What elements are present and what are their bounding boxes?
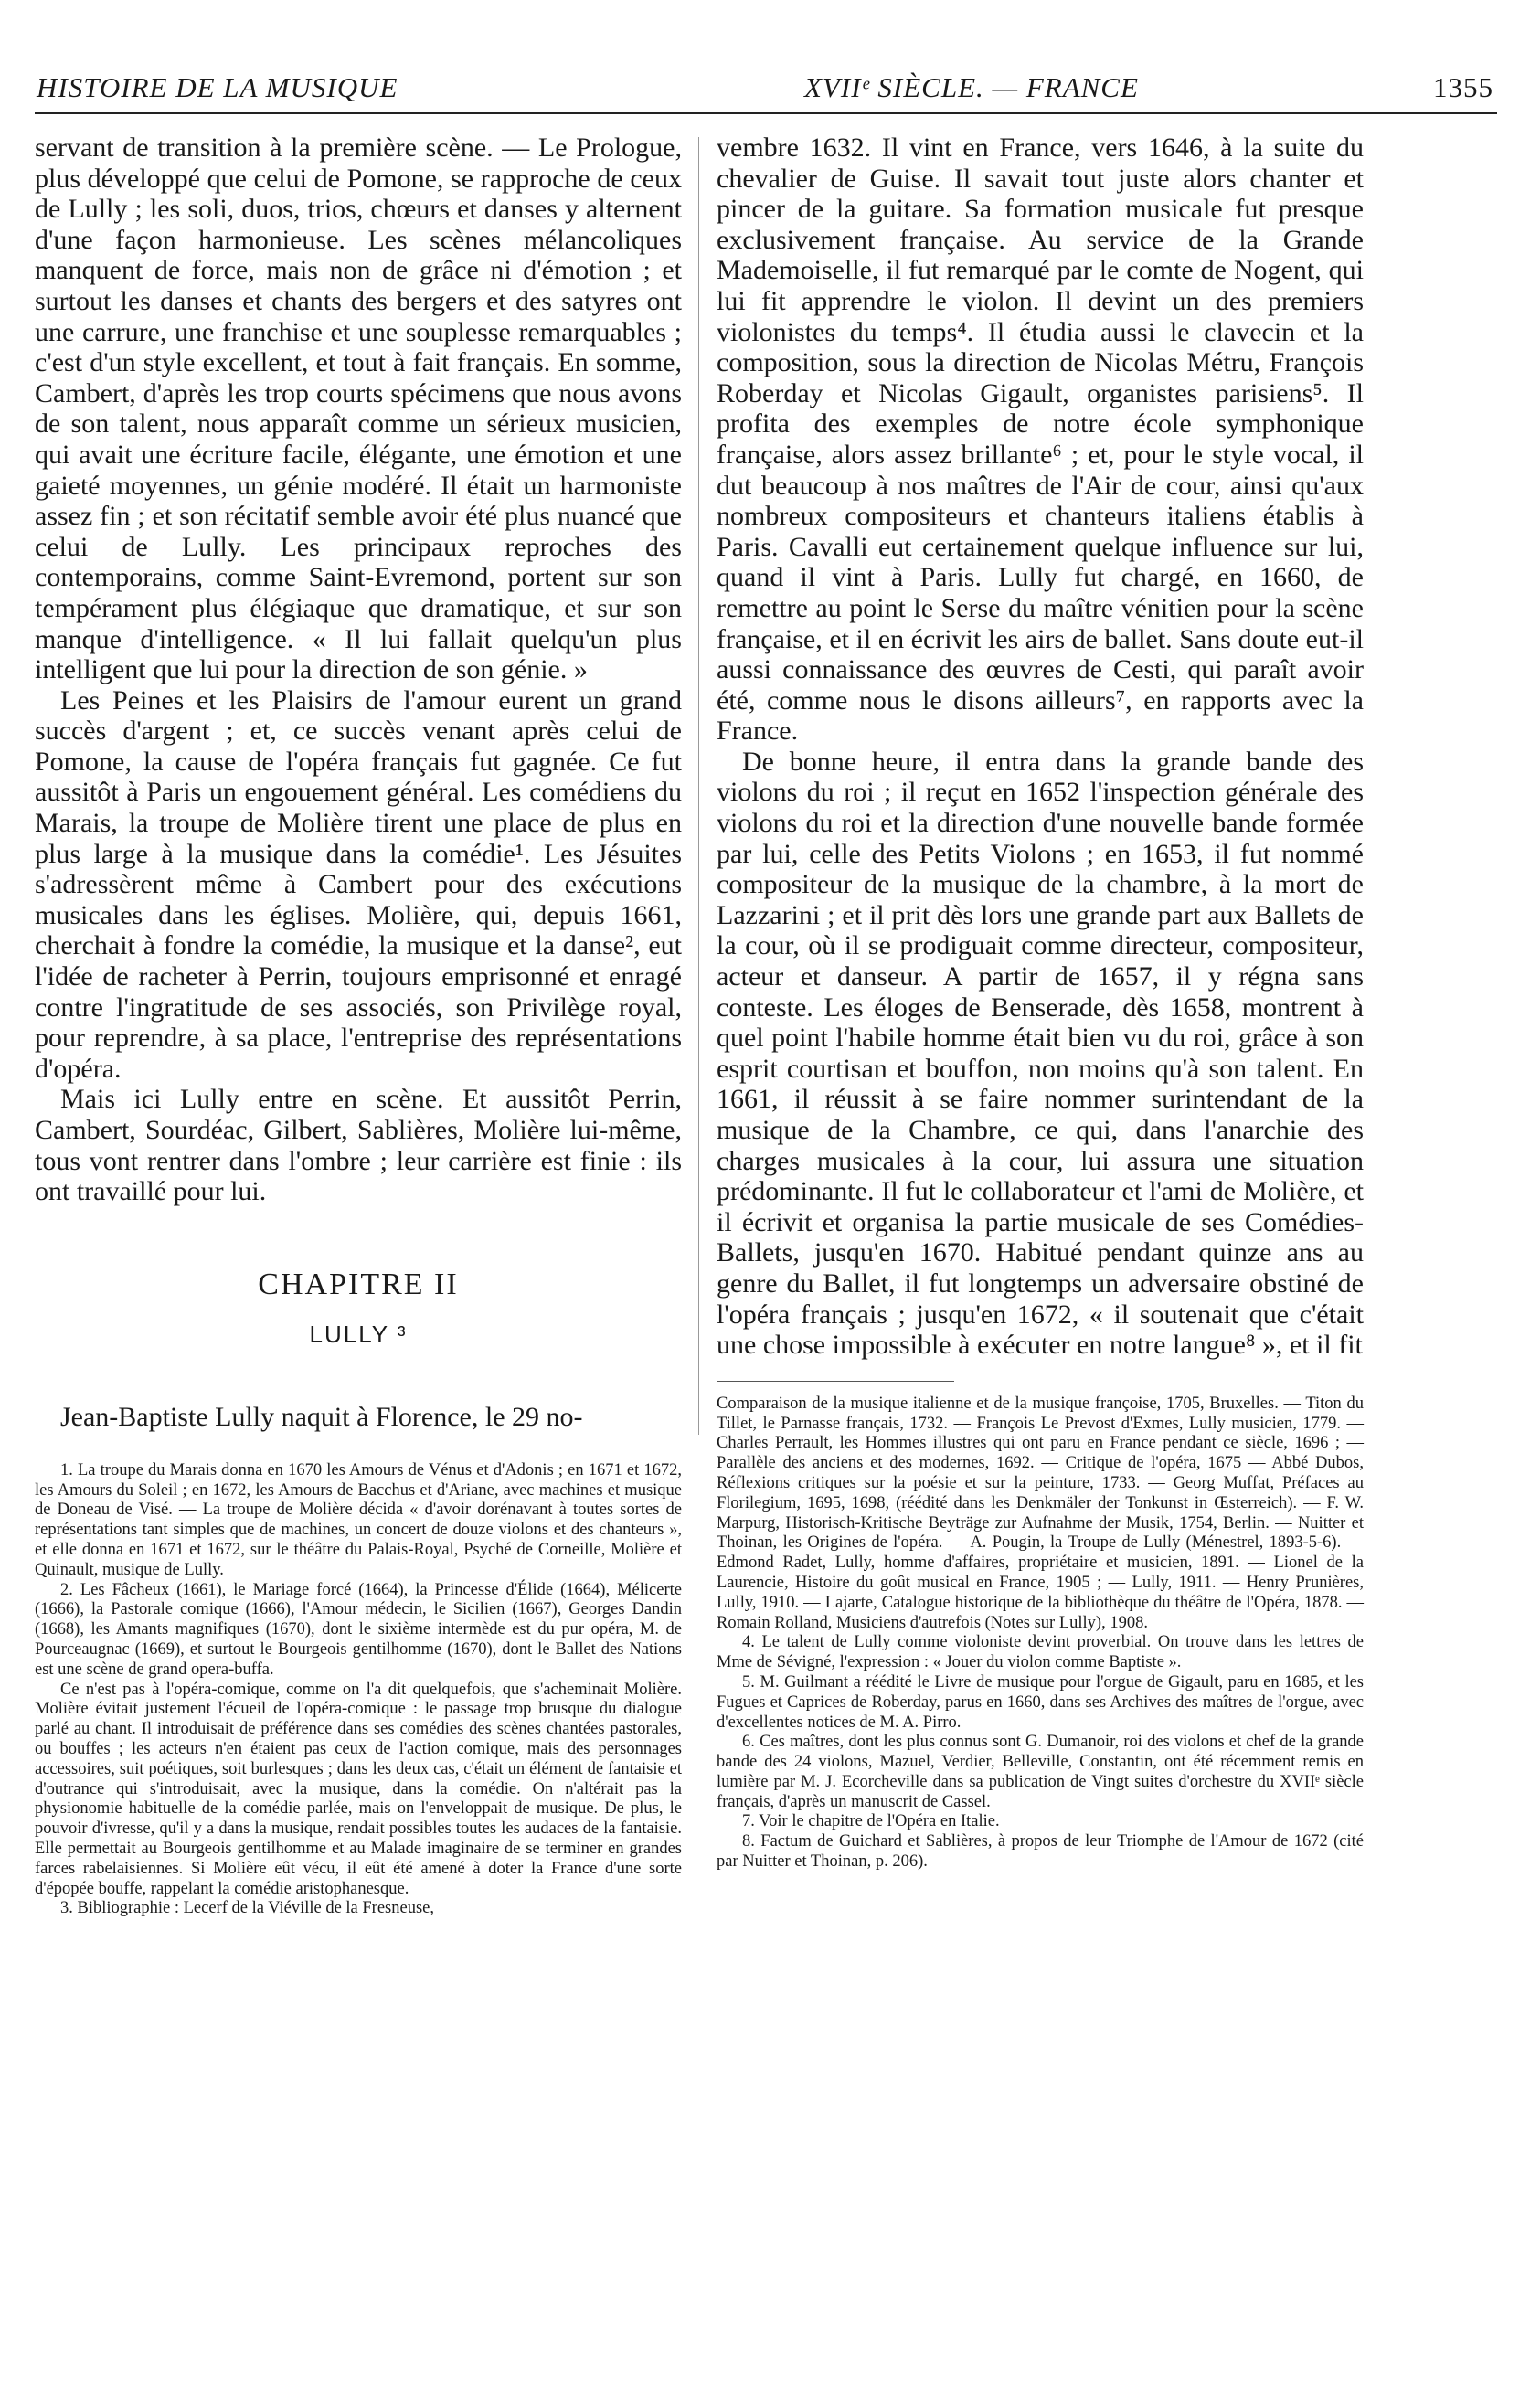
footnote: 1. La troupe du Marais donna en 1670 les Amours de Vénus et d'Adonis ; en 1671 et 1672, les Amours du Soleil ; en 1672, les Amours de Bacchus et d'Ariane, avec machines et musique de Doneau de Visé. — La troupe de Molière décida « d'avoir dorénavant à toutes sortes de représentations tant simples que de machines, un concert de douze violons et des chanteurs », et elle donna en 1671 et 1672, sur le théâtre du Palais-Royal, Psyché de Corneille, Molière et Quinault, musique de Lully. [35,1460,682,1579]
footnote: 8. Factum de Guichard et Sablières, à propos de leur Triomphe de l'Amour de 1672 (cité par Nuitter et Thoinan, p. 206). [717,1832,1364,1872]
running-header-title: HISTOIRE DE LA MUSIQUE [37,71,398,103]
footnote: 6. Ces maîtres, dont les plus connus sont G. Dumanoir, roi des violons et chef de la grande bande des 24 violons, Mazuel, Verdier, Belleville, Constantin, ont été récemment remis en lumière par M. J. Ecorcheville dans sa publication de Vingt suites d'orchestre du XVIIᵉ siècle français, d'après un manuscrit de Cassel. [717,1733,1364,1811]
footnote: Comparaison de la musique italienne et de la musique françoise, 1705, Bruxelles. — Titon du Tillet, le Parnasse français, 1732. — François Le Prevost d'Exmes, Lully musicien, 1779. — Charles Perrault, les Hommes illustres qui ont paru en France pendant ce siècle, 1696 ; — Parallèle des anciens et des modernes, 1692. — Critique de l'opéra, 1675 — Abbé Dubos, Réflexions critiques sur la poésie et sur la peinture, 1733. — Georg Muffat, Préfaces au Florilegium, 1695, 1698, (réédité dans les Denkmäler der Tonkunst in Œsterreich). — F. W. Marpurg, Historisch-Kritische Beyträge zur Aufnahme der Musik, 1754, Berlin. — Nuitter et Thoinan, les Origines de l'opéra. — A. Pougin, la Troupe de Lully (Ménestrel, 1893-5-6). — Edmond Radet, Lully, homme d'affaires, propriétaire et musicien, 1891. — Lionel de la Laurencie, Histoire du goût musical en France, 1905 ; — Lully, 1911. — Henry Prunières, Lully, 1910. — Lajarte, Catalogue historique de la bibliothèque du théâtre de l'Opéra, 1878. — Romain Rolland, Musiciens d'autrefois (Notes sur Lully), 1908. [717,1394,1364,1632]
footnote: 4. Le talent de Lully comme violoniste devint proverbial. On trouve dans les lettres de Mme de Sévigné, l'expression : « Jouer du violon comme Baptiste ». [717,1633,1364,1672]
paragraph: De bonne heure, il entra dans la grande bande des violons du roi ; il reçut en 1652 l'inspection générale des violons du roi et la direction d'une nouvelle bande formée par lui, celle des Petits Violons ; en 1653, il fut nommé compositeur de la musique de la chambre, à la mort de Lazzarini ; et il prit dès lors une grande part aux Ballets de la cour, où il se prodiguait comme directeur, compositeur, acteur et danseur. A partir de 1657, il y régna sans conteste. Les éloges de Benserade, dès 1658, montrent à quel point l'habile homme était bien vu du roi, grâce à son esprit courtisan et bouffon, non moins qu'à son talent. En 1661, il réussit à se faire nommer surintendant de la musique de la Chambre, ce qui, dans l'anarchie des charges musicales à la cour, lui assura une situation prédominante. Il fut le collaborateur et l'ami de Molière, et il écrivit et organisa la partie musicale de ses Comédies-Ballets, jusqu'en 1670. Habitué pendant quinze ans au genre du Ballet, il fut longtemps un adversaire obstiné de l'opéra français ; jusqu'en 1672, « il soutenait que c'était une chose impossible à exécuter en notre langue⁸ », et il fit [717,746,1364,1361]
footnote: 3. Bibliographie : Lecerf de la Viéville de la Fresneuse, [60,1899,435,1918]
chapter-title: CHAPITRE II [258,1267,459,1301]
right-column [717,133,1364,1872]
footnote: Ce n'est pas à l'opéra-comique, comme on l'a dit quelquefois, que s'acheminait Molière. Molière évitait justement l'écueil de l'opéra-comique : le passage trop brusque du dialogue parlé au chant. Il introduisait de préférence dans ses comédies des scènes chantées pastorales, ou bouffes ; les acteurs n'en étaient pas ceux de l'action comique, mais des personnages accessoires, suit poétiques, soit burlesques ; dans les deux cas, c'était un élément de fantaisie et d'outrance qui s'introduisait, avec la musique, dans la comédie. On n'altérait pas la physionomie habituelle de la comédie parlée, mais on l'enveloppait de musique. De plus, le pouvoir d'ivresse, qu'il y a dans la musique, rendait possibles toutes les audaces de la fantaisie. Elle permettait au Bourgeois gentilhomme et au Malade imaginaire de se terminer en grandes farces rabelaisiennes. Si Molière eût vécu, il eût été amené à doter la France d'une sorte d'épopée bouffe, rappelant la comédie aristophanesque. [35,1680,682,1898]
right-footnotes [717,1395,1364,1872]
running-header-section: XVIIᵉ SIÈCLE. — FRANCE [804,71,1139,103]
footnote: 5. M. Guilmant a réédité le Livre de musique pour l'orgue de Gigault, paru en 1685, et les Fugues et Caprices de Roberday, parus en 1660, dans ses Archives des maîtres de l'orgue, avec d'excellentes notices de M. A. Pirro. [717,1672,1364,1732]
left-column [35,133,682,1919]
chapter-opening-line: Jean-Baptiste Lully naquit à Florence, le 29 no- [60,1401,583,1432]
footnote: 7. Voir le chapitre de l'Opéra en Italie. [742,1812,1000,1831]
header-rule [35,112,1497,114]
left-footnotes [35,1461,682,1919]
column-gutter-rule [698,137,699,1435]
chapter-subtitle: LULLY ³ [309,1320,408,1348]
left-body-text [35,133,682,1207]
paragraph: vembre 1632. Il vint en France, vers 1646, à la suite du chevalier de Guise. Il savait tout juste alors chanter et pincer de la guitare. Sa formation musicale fut presque exclusivement française. Au service de la Grande Mademoiselle, il fut remarqué par le comte de Nogent, qui lui fit apprendre le violon. Il devint un des premiers violonistes du temps⁴. Il étudia aussi le clavecin et la composition, sous la direction de Nicolas Métru, François Roberday et Nicolas Gigault, organistes parisiens⁵. Il profita des exemples de notre école symphonique française, alors assez brillante⁶ ; et, pour le style vocal, il dut beaucoup à nos maîtres de l'Air de cour, ainsi qu'aux nombreux compositeurs et chanteurs italiens établis à Paris. Cavalli eut certainement quelque influence sur lui, quand il vint à Paris. Lully fut chargé, en 1660, de remettre au point le Serse du maître vénitien pour la scène française, et il en écrivit les airs de ballet. Sans doute eut-il aussi connaissance des œuvres de Cesti, qui paraît avoir été, comme nous le disons ailleurs⁷, en rapports avec la France. [717,133,1364,747]
page-number: 1355 [1433,71,1493,103]
footnote: 2. Les Fâcheux (1661), le Mariage forcé (1664), la Princesse d'Élide (1664), Mélicerte (1666), la Pastorale comique (1666), l'Amour médecin, le Sicilien (1667), Georges Dandin (1668), les Amants magnifiques (1670), dont le sixième intermède est du pur opéra, M. de Pourceaugnac (1669), et surtout le Bourgeois gentilhomme (1670), dont le Ballet des Nations est une scène de grand opera-buffa. [35,1580,682,1679]
paragraph: Les Peines et les Plaisirs de l'amour eurent un grand succès d'argent ; et, ce succès venant après celui de Pomone, la cause de l'opéra français fut gagnée. Ce fut aussitôt à Paris un engouement général. Les comédiens du Marais, la troupe de Molière tirent une place de plus en plus large à la musique dans la comédie¹. Les Jésuites s'adressèrent même à Cambert pour des exécutions musicales dans les églises. Molière, qui, depuis 1661, cherchait à fondre la comédie, la musique et la danse², eut l'idée de racheter à Perrin, toujours emprisonné et enragé contre l'ingratitude de ses associés, son Privilège royal, pour reprendre, à sa place, l'entreprise des représentations d'opéra. [35,684,682,1084]
paragraph: Mais ici Lully entre en scène. Et aussitôt Perrin, Cambert, Sourdéac, Gilbert, Sablières, Molière lui-même, tous vont rentrer dans l'ombre ; leur carrière est finie : ils ont travaillé pour lui. [35,1084,682,1207]
paragraph: servant de transition à la première scène. — Le Prologue, plus développé que celui de Pomone, se rapproche de ceux de Lully ; les soli, duos, trios, chœurs et danses y alternent d'une façon harmonieuse. Les scènes mélancoliques manquent de force, mais non de grâce ni d'émotion ; et surtout les danses et chants des bergers et des satyres ont une carrure, une franchise et une souplesse remarquables ; c'est d'un style excellent, et tout à fait français. En somme, Cambert, d'après les trop courts spécimens que nous avons de son talent, nous apparaît comme un sérieux musicien, qui avait une écriture facile, élégante, une émotion et une gaieté moyennes, un génie modéré. Il était un harmoniste assez fin ; et son récitatif semble avoir été plus nuancé que celui de Lully. Les principaux reproches des contemporains, comme Saint-Evremond, portent sur son tempérament plus élégiaque que dramatique, et sur son manque d'intelligence. « Il lui fallait quelqu'un plus intelligent que lui pour la direction de son génie. » [35,133,682,685]
footnote-rule [717,1381,954,1382]
right-body-text [717,133,1364,1361]
